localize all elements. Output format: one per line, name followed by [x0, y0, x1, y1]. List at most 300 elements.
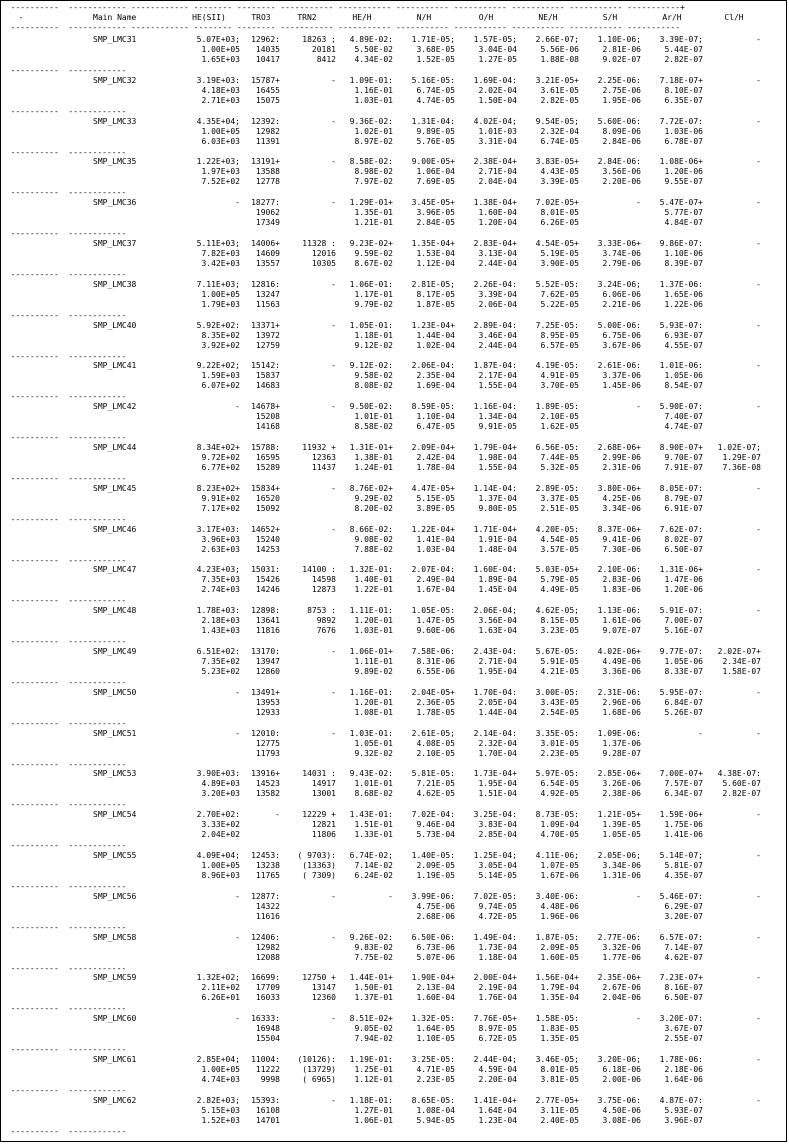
- table-row: [1, 739, 788, 749]
- table-row: [1, 412, 788, 422]
- cell-cl-h: [711, 626, 761, 636]
- cell-ar-h: [647, 739, 703, 749]
- cell-ar-h: 1.05E-06: [664, 657, 703, 666]
- table-row: [1, 218, 788, 228]
- object-name: SMP_LMC35: [93, 157, 137, 167]
- cell-tro3: 14035: [255, 45, 280, 54]
- table-row: [1, 198, 788, 208]
- cell-o-h: 1.60E-04: [478, 208, 517, 218]
- cell-he-h: 1.06E-01: [354, 1115, 393, 1125]
- cell-o-h: 1.34E-04: [478, 412, 517, 422]
- cell-cl-h: 4.38E-07:: [717, 769, 761, 779]
- cell-trn2: -: [331, 279, 336, 289]
- table-row: [1, 1065, 788, 1075]
- cell-he-h: 8.98E-02: [354, 167, 393, 177]
- cell-o-h: 8.97E-05: [478, 1024, 517, 1034]
- table-row: [1, 943, 788, 953]
- cell-he-h: 5.50E-02: [354, 45, 393, 54]
- cell-ne-h: 7.62E-05: [540, 289, 579, 299]
- cell-ne-h: 9.54E-05;: [535, 116, 579, 126]
- cell-he-sii: 4.18E+03: [201, 85, 240, 95]
- cell-o-h: 6.72E-05: [478, 1034, 517, 1044]
- cell-n-h: 1.05E-05:: [411, 606, 455, 616]
- cell-tro3: 14253: [255, 544, 280, 554]
- cell-o-h: 1.48E-04: [478, 544, 517, 554]
- cell-o-h: 2.05E-04: [478, 697, 517, 707]
- cell-n-h: 7.02E-04:: [411, 810, 455, 820]
- cell-he-sii: [180, 943, 240, 953]
- cell-ar-h: 1.08E-06+: [659, 157, 703, 167]
- cell-ne-h: 6.26E-05: [540, 218, 579, 228]
- cell-trn2: 14598: [311, 575, 336, 585]
- cell-he-sii: 1.00E+05: [201, 861, 240, 870]
- cell-he-h: 1.29E-01+: [349, 198, 393, 208]
- cell-n-h: 1.03E-04: [416, 544, 455, 554]
- cell-he-h: 1.11E-01:: [349, 606, 393, 616]
- cell-ne-h: 1.88E-08: [540, 55, 579, 64]
- cell-s-h: [585, 422, 641, 432]
- cell-o-h: 1.37E-04: [478, 493, 517, 503]
- cell-s-h: 3.08E-06: [602, 1115, 641, 1125]
- cell-he-h: 1.16E-01:: [349, 687, 393, 697]
- cell-ne-h: 1.79E-04: [540, 983, 579, 993]
- cell-ar-h: 3.96E-07: [664, 1115, 703, 1125]
- cell-n-h: 2.36E-05: [416, 697, 455, 707]
- cell-s-h: 8.09E-06: [602, 126, 641, 136]
- cell-s-h: 1.31E-06: [602, 871, 641, 880]
- cell-tro3: 12962:: [251, 35, 280, 44]
- cell-tro3: 13953: [255, 697, 280, 707]
- cell-o-h: 1.14E-04:: [473, 483, 517, 493]
- table-row: [1, 86, 788, 96]
- cell-he-sii: 2.63E+03: [201, 544, 240, 554]
- cell-s-h: 3.36E-06: [602, 667, 641, 676]
- cell-tro3: 13557: [255, 259, 280, 268]
- cell-ar-h: 5.77E-07: [664, 208, 703, 218]
- cell-n-h: 2.23E-05: [416, 1075, 455, 1084]
- cell-trn2: ( 6965): [302, 1075, 336, 1084]
- header-col-tro3: TRO3: [251, 13, 271, 22]
- cell-trn2: [288, 708, 336, 718]
- cell-n-h: 1.35E-04+: [411, 239, 455, 248]
- cell-o-h: 2.00E-04+: [473, 973, 517, 983]
- cell-ne-h: 7.02E-05+: [535, 198, 579, 208]
- cell-o-h: 2.43E-04:: [473, 647, 517, 656]
- cell-ne-h: 1.83E-05: [540, 1024, 579, 1034]
- cell-n-h: 1.02E-04: [416, 340, 455, 350]
- cell-s-h: 1.45E-06: [602, 381, 641, 391]
- cell-trn2: [288, 371, 336, 381]
- cell-ar-h: 7.62E-07:: [659, 524, 703, 534]
- cell-cl-h: -: [756, 239, 761, 248]
- cell-trn2: (13729): [302, 1065, 336, 1074]
- cell-ar-h: 1.41E-06: [664, 830, 703, 840]
- cell-he-h: 1.03E-01: [354, 626, 393, 636]
- cell-cl-h: [711, 208, 761, 218]
- cell-ar-h: 1.47E-06: [664, 575, 703, 585]
- cell-he-h: 1.20E-01: [354, 616, 393, 626]
- cell-he-h: 8.58E-02:: [349, 157, 393, 167]
- cell-s-h: 2.81E-06: [602, 45, 641, 54]
- table-row: [1, 953, 788, 963]
- cell-he-sii: 6.51E+02:: [196, 647, 240, 656]
- cell-ar-h: 6.78E-07: [664, 136, 703, 146]
- cell-o-h: 2.32E-04: [478, 738, 517, 748]
- table-row: [1, 239, 788, 249]
- cell-s-h: 2.61E-06:: [597, 361, 641, 371]
- cell-n-h: 8.17E-05: [416, 289, 455, 299]
- cell-s-h: 4.02E-06+: [597, 647, 641, 656]
- cell-s-h: 2.85E-06+: [597, 769, 641, 779]
- cell-o-h: 4.72E-05: [478, 911, 517, 921]
- cell-cl-h: [711, 993, 761, 1003]
- cell-ne-h: 3.01E-05: [540, 738, 579, 748]
- cell-tro3: 15787+: [251, 75, 280, 85]
- cell-he-h: 1.01E-01: [354, 412, 393, 422]
- block-separator: ---------- ------------: [1, 882, 127, 891]
- cell-n-h: 4.71E-05: [416, 1065, 455, 1074]
- cell-ne-h: 4.11E-06;: [535, 851, 579, 860]
- cell-he-sii: [180, 218, 240, 228]
- table-row: [1, 535, 788, 545]
- cell-he-h: 1.08E-01: [354, 707, 393, 717]
- cell-n-h: 1.08E-04: [416, 1105, 455, 1115]
- object-name: SMP_LMC53: [93, 769, 137, 779]
- table-header-row: [1, 13, 744, 23]
- cell-he-h: 1.22E-01: [354, 585, 393, 595]
- block-separator: ---------- ------------: [1, 147, 127, 157]
- cell-ne-h: 1.87E-05:: [535, 932, 579, 942]
- cell-o-h: 2.71E-04: [478, 657, 517, 666]
- cell-s-h: 2.38E-06: [602, 789, 641, 799]
- table-row: [1, 1096, 788, 1106]
- cell-cl-h: [711, 341, 761, 351]
- cell-trn2: [288, 218, 336, 228]
- cell-he-sii: 2.04E+02: [201, 830, 240, 840]
- cell-ar-h: 9.86E-07:: [659, 239, 703, 248]
- cell-he-h: 8.68E-02: [354, 789, 393, 799]
- cell-ar-h: 3.20E-07:: [659, 1014, 703, 1024]
- cell-tro3: 13170:: [251, 647, 280, 656]
- cell-n-h: 6.55E-06: [416, 667, 455, 676]
- cell-ne-h: 1.56E-04+: [535, 973, 579, 983]
- cell-cl-h: [711, 830, 761, 840]
- table-row: [1, 626, 788, 636]
- cell-n-h: 6.47E-05: [416, 422, 455, 432]
- cell-s-h: 3.34E-06: [602, 861, 641, 870]
- cell-he-sii: 2.11E+02: [201, 983, 240, 993]
- table-row: [1, 35, 788, 45]
- cell-ne-h: 4.92E-05: [540, 789, 579, 799]
- block-separator: ---------- ------------: [1, 841, 127, 851]
- cell-he-h: 1.16E-01: [354, 85, 393, 95]
- cell-ar-h: 1.59E-06+: [659, 810, 703, 820]
- cell-ne-h: 1.60E-05: [540, 952, 579, 962]
- cell-s-h: 2.99E-06: [602, 453, 641, 462]
- cell-o-h: 2.14E-04:: [473, 728, 517, 738]
- table-row: [1, 861, 788, 871]
- block-separator: ---------- ------------: [1, 555, 127, 565]
- cell-he-h: 1.27E-01: [354, 1105, 393, 1115]
- cell-ar-h: 8.02E-07: [664, 534, 703, 544]
- table-row: [1, 157, 788, 167]
- block-separator: ---------- ------------: [1, 963, 127, 973]
- cell-ar-h: 7.40E-07: [664, 412, 703, 422]
- cell-ne-h: 5.67E-05:: [535, 647, 579, 656]
- table-row: [1, 892, 788, 902]
- cell-n-h: 1.87E-05: [416, 299, 455, 309]
- cell-s-h: -: [636, 1014, 641, 1024]
- cell-o-h: 1.64E-04: [478, 1105, 517, 1115]
- cell-s-h: 3.67E-06: [602, 340, 641, 350]
- cell-he-h: 8.66E-02:: [349, 524, 393, 534]
- cell-n-h: 3.25E-05:: [411, 1055, 455, 1064]
- header-col-cl-h: Cl/H: [724, 13, 744, 22]
- cell-tro3: 11793: [255, 748, 280, 758]
- cell-s-h: 2.10E-06:: [597, 565, 641, 575]
- cell-n-h: 1.10E-04: [416, 412, 455, 422]
- table-row: [1, 76, 788, 86]
- cell-cl-h: -: [756, 851, 761, 860]
- cell-n-h: 2.09E-05: [416, 861, 455, 870]
- block-separator: ---------- ------------: [1, 188, 127, 198]
- cell-o-h: 2.85E-04: [478, 830, 517, 840]
- cell-he-sii: 4.09E+04;: [196, 851, 240, 860]
- cell-trn2: [288, 1024, 336, 1034]
- table-row: [1, 575, 788, 585]
- cell-cl-h: [711, 1024, 761, 1034]
- cell-s-h: 2.35E-06+: [597, 973, 641, 983]
- object-name: SMP_LMC59: [93, 973, 137, 983]
- cell-n-h: 2.61E-05;: [411, 728, 455, 738]
- cell-o-h: 1.25E-04;: [473, 851, 517, 860]
- cell-o-h: 1.23E-04: [478, 1115, 517, 1125]
- cell-tro3: 14322: [255, 901, 280, 911]
- cell-trn2: 7676: [316, 626, 336, 636]
- cell-he-sii: 2.70E+02:: [196, 810, 240, 820]
- cell-n-h: 4.08E-05: [416, 738, 455, 748]
- cell-n-h: 1.78E-05: [416, 707, 455, 717]
- cell-ar-h: 8.39E-07: [664, 259, 703, 268]
- cell-o-h: 9.74E-05: [478, 901, 517, 911]
- cell-he-h: 9.50E-02:: [349, 402, 393, 412]
- cell-cl-h: -: [756, 402, 761, 412]
- cell-ne-h: 8.15E-05: [540, 616, 579, 626]
- cell-ne-h: 4.43E-05: [540, 167, 579, 177]
- cell-ne-h: 1.07E-05: [540, 861, 579, 870]
- cell-s-h: [585, 902, 641, 912]
- cell-ar-h: 8.10E-07: [664, 85, 703, 95]
- cell-he-h: 6.24E-02: [354, 871, 393, 880]
- cell-cl-h: -: [756, 524, 761, 534]
- cell-trn2: 14917: [311, 779, 336, 789]
- cell-o-h: 3.56E-04: [478, 616, 517, 626]
- cell-trn2: -: [331, 524, 336, 534]
- cell-s-h: 3.26E-06: [602, 779, 641, 789]
- table-row: [1, 667, 788, 677]
- cell-n-h: 1.23E-04+: [411, 320, 455, 330]
- cell-n-h: 1.64E-05: [416, 1024, 455, 1034]
- cell-o-h: 1.51E-04: [478, 789, 517, 799]
- cell-s-h: 3.75E-06:: [597, 1095, 641, 1105]
- cell-he-h: 1.44E-01+: [349, 973, 393, 983]
- cell-n-h: 1.10E-05: [416, 1034, 455, 1044]
- cell-tro3: 15208: [255, 412, 280, 422]
- cell-ar-h: [647, 749, 703, 759]
- cell-tro3: 15289: [255, 463, 280, 472]
- cell-n-h: 5.94E-05: [416, 1115, 455, 1125]
- cell-he-h: 1.38E-01: [354, 453, 393, 462]
- cell-he-sii: [180, 708, 240, 718]
- table-row: [1, 1116, 788, 1126]
- cell-s-h: 2.04E-06: [602, 993, 641, 1003]
- cell-trn2: -: [331, 320, 336, 330]
- cell-he-sii: [180, 953, 240, 963]
- table-row: [1, 973, 788, 983]
- cell-n-h: 9.89E-05: [416, 126, 455, 136]
- cell-ne-h: 4.91E-05: [540, 371, 579, 381]
- cell-ar-h: 4.35E-07: [664, 871, 703, 880]
- cell-ar-h: 6.34E-07: [664, 789, 703, 799]
- cell-he-sii: [180, 422, 240, 432]
- cell-trn2: -: [331, 1014, 336, 1024]
- cell-ne-h: 1.58E-05:: [535, 1014, 579, 1024]
- cell-ar-h: 6.50E-07: [664, 993, 703, 1003]
- cell-o-h: 1.98E-04: [478, 453, 517, 462]
- cell-he-sii: 2.18E+03: [201, 616, 240, 626]
- cell-cl-h: -: [756, 361, 761, 371]
- cell-cl-h: [711, 55, 761, 65]
- cell-ar-h: 8.05E-07:: [659, 483, 703, 493]
- cell-he-h: 1.01E-01: [354, 779, 393, 789]
- cell-n-h: 8.59E-05:: [411, 402, 455, 412]
- cell-he-h: -: [388, 891, 393, 901]
- cell-s-h: 2.31E-06: [602, 463, 641, 472]
- cell-ne-h: 5.32E-05: [540, 463, 579, 472]
- cell-cl-h: -: [756, 687, 761, 697]
- cell-tro3: 16455: [255, 85, 280, 95]
- cell-cl-h: -: [756, 116, 761, 126]
- cell-ar-h: 5.16E-07: [664, 626, 703, 636]
- cell-n-h: 6.73E-06: [416, 942, 455, 952]
- cell-n-h: 2.06E-04:: [411, 361, 455, 371]
- cell-o-h: 7.02E-05:: [473, 891, 517, 901]
- block-separator: ---------- ------------: [1, 678, 127, 687]
- cell-trn2: [288, 953, 336, 963]
- cell-tro3: 14246: [255, 585, 280, 595]
- cell-tro3: 18277:: [251, 198, 280, 208]
- cell-ar-h: 8.90E-07+: [659, 443, 703, 452]
- cell-tro3: 16699:: [251, 973, 280, 983]
- cell-cl-h: [711, 300, 761, 310]
- cell-ne-h: 2.09E-05: [540, 942, 579, 952]
- cell-he-h: 9.23E-02+: [349, 239, 393, 248]
- cell-he-sii: -: [235, 402, 240, 412]
- cell-he-h: 1.32E-01:: [349, 565, 393, 575]
- object-name: SMP_LMC51: [93, 728, 137, 738]
- cell-he-h: 1.18E-01:: [349, 1095, 393, 1105]
- cell-he-h: 1.40E-01: [354, 575, 393, 585]
- cell-tro3: 11004:: [251, 1055, 280, 1064]
- cell-trn2: 12360: [311, 993, 336, 1003]
- cell-tro3: 11391: [255, 136, 280, 146]
- cell-he-sii: 4.74E+03: [201, 1075, 240, 1084]
- cell-n-h: 2.68E-06: [416, 911, 455, 921]
- cell-cl-h: 7.36E-08: [722, 463, 761, 472]
- cell-he-sii: 1.00E+05: [201, 289, 240, 299]
- cell-s-h: -: [636, 402, 641, 412]
- cell-he-h: 9.12E-02: [354, 340, 393, 350]
- cell-ne-h: 5.97E-05:: [535, 769, 579, 779]
- cell-ne-h: 1.67E-06: [540, 871, 579, 880]
- object-name: SMP_LMC58: [93, 932, 137, 942]
- table-row: [1, 127, 788, 137]
- cell-ar-h: 9.77E-07:: [659, 647, 703, 656]
- cell-tro3: 12088: [255, 952, 280, 962]
- cell-trn2: [288, 341, 336, 351]
- cell-o-h: 1.73E-04+: [473, 769, 517, 779]
- cell-tro3: 15837: [255, 371, 280, 381]
- cell-he-sii: 7.82E+03: [201, 249, 240, 258]
- cell-n-h: 2.49E-04: [416, 575, 455, 585]
- cell-ar-h: 7.23E-07+: [659, 973, 703, 983]
- table-row: [1, 280, 788, 290]
- cell-he-sii: 1.78E+03:: [196, 606, 240, 616]
- table-row: [1, 177, 788, 187]
- header-col-ne-h: NE/H: [538, 13, 558, 22]
- cell-he-sii: 4.89E+03: [201, 779, 240, 789]
- cell-ar-h: 7.00E-07+: [659, 769, 703, 779]
- cell-ar-h: 1.20E-06: [664, 167, 703, 177]
- cell-tro3: 14609: [255, 249, 280, 258]
- cell-ar-h: -: [698, 728, 703, 738]
- cell-he-sii: 1.00E+05: [201, 1065, 240, 1074]
- cell-tro3: 17709: [255, 983, 280, 993]
- cell-ne-h: 4.62E-05;: [535, 606, 579, 616]
- cell-tro3: 12860: [255, 667, 280, 676]
- table-row: [1, 55, 788, 65]
- cell-ne-h: 1.96E-06: [540, 911, 579, 921]
- cell-tro3: 12982: [255, 126, 280, 136]
- cell-he-sii: [180, 749, 240, 759]
- cell-o-h: 9.91E-05: [478, 422, 517, 432]
- cell-trn2: [288, 167, 336, 177]
- block-separator: ---------- ------------: [1, 1126, 127, 1136]
- table-row: [1, 871, 788, 881]
- cell-o-h: 1.55E-04: [478, 381, 517, 391]
- cell-ar-h: 1.03E-06: [664, 126, 703, 136]
- cell-trn2: 11932 +: [302, 443, 336, 452]
- object-name: SMP_LMC42: [93, 402, 137, 412]
- table-row: [1, 341, 788, 351]
- cell-s-h: 3.34E-06: [602, 503, 641, 513]
- cell-tro3: 12406:: [251, 932, 280, 942]
- cell-s-h: 1.68E-06: [602, 707, 641, 717]
- cell-he-h: [341, 912, 393, 922]
- cell-n-h: 9.46E-04: [416, 820, 455, 830]
- cell-cl-h: [711, 504, 761, 514]
- cell-ne-h: 3.90E-05: [540, 259, 579, 268]
- cell-s-h: 3.80E-06+: [597, 483, 641, 493]
- cell-o-h: 2.71E-04: [478, 167, 517, 177]
- cell-cl-h: [711, 177, 761, 187]
- cell-ne-h: 3.11E-05: [540, 1105, 579, 1115]
- cell-o-h: 1.71E-04+: [473, 524, 517, 534]
- table-row: [1, 983, 788, 993]
- cell-he-sii: 8.23E+02+: [196, 483, 240, 493]
- cell-s-h: 3.24E-06;: [597, 279, 641, 289]
- cell-ar-h: 8.54E-07: [664, 381, 703, 391]
